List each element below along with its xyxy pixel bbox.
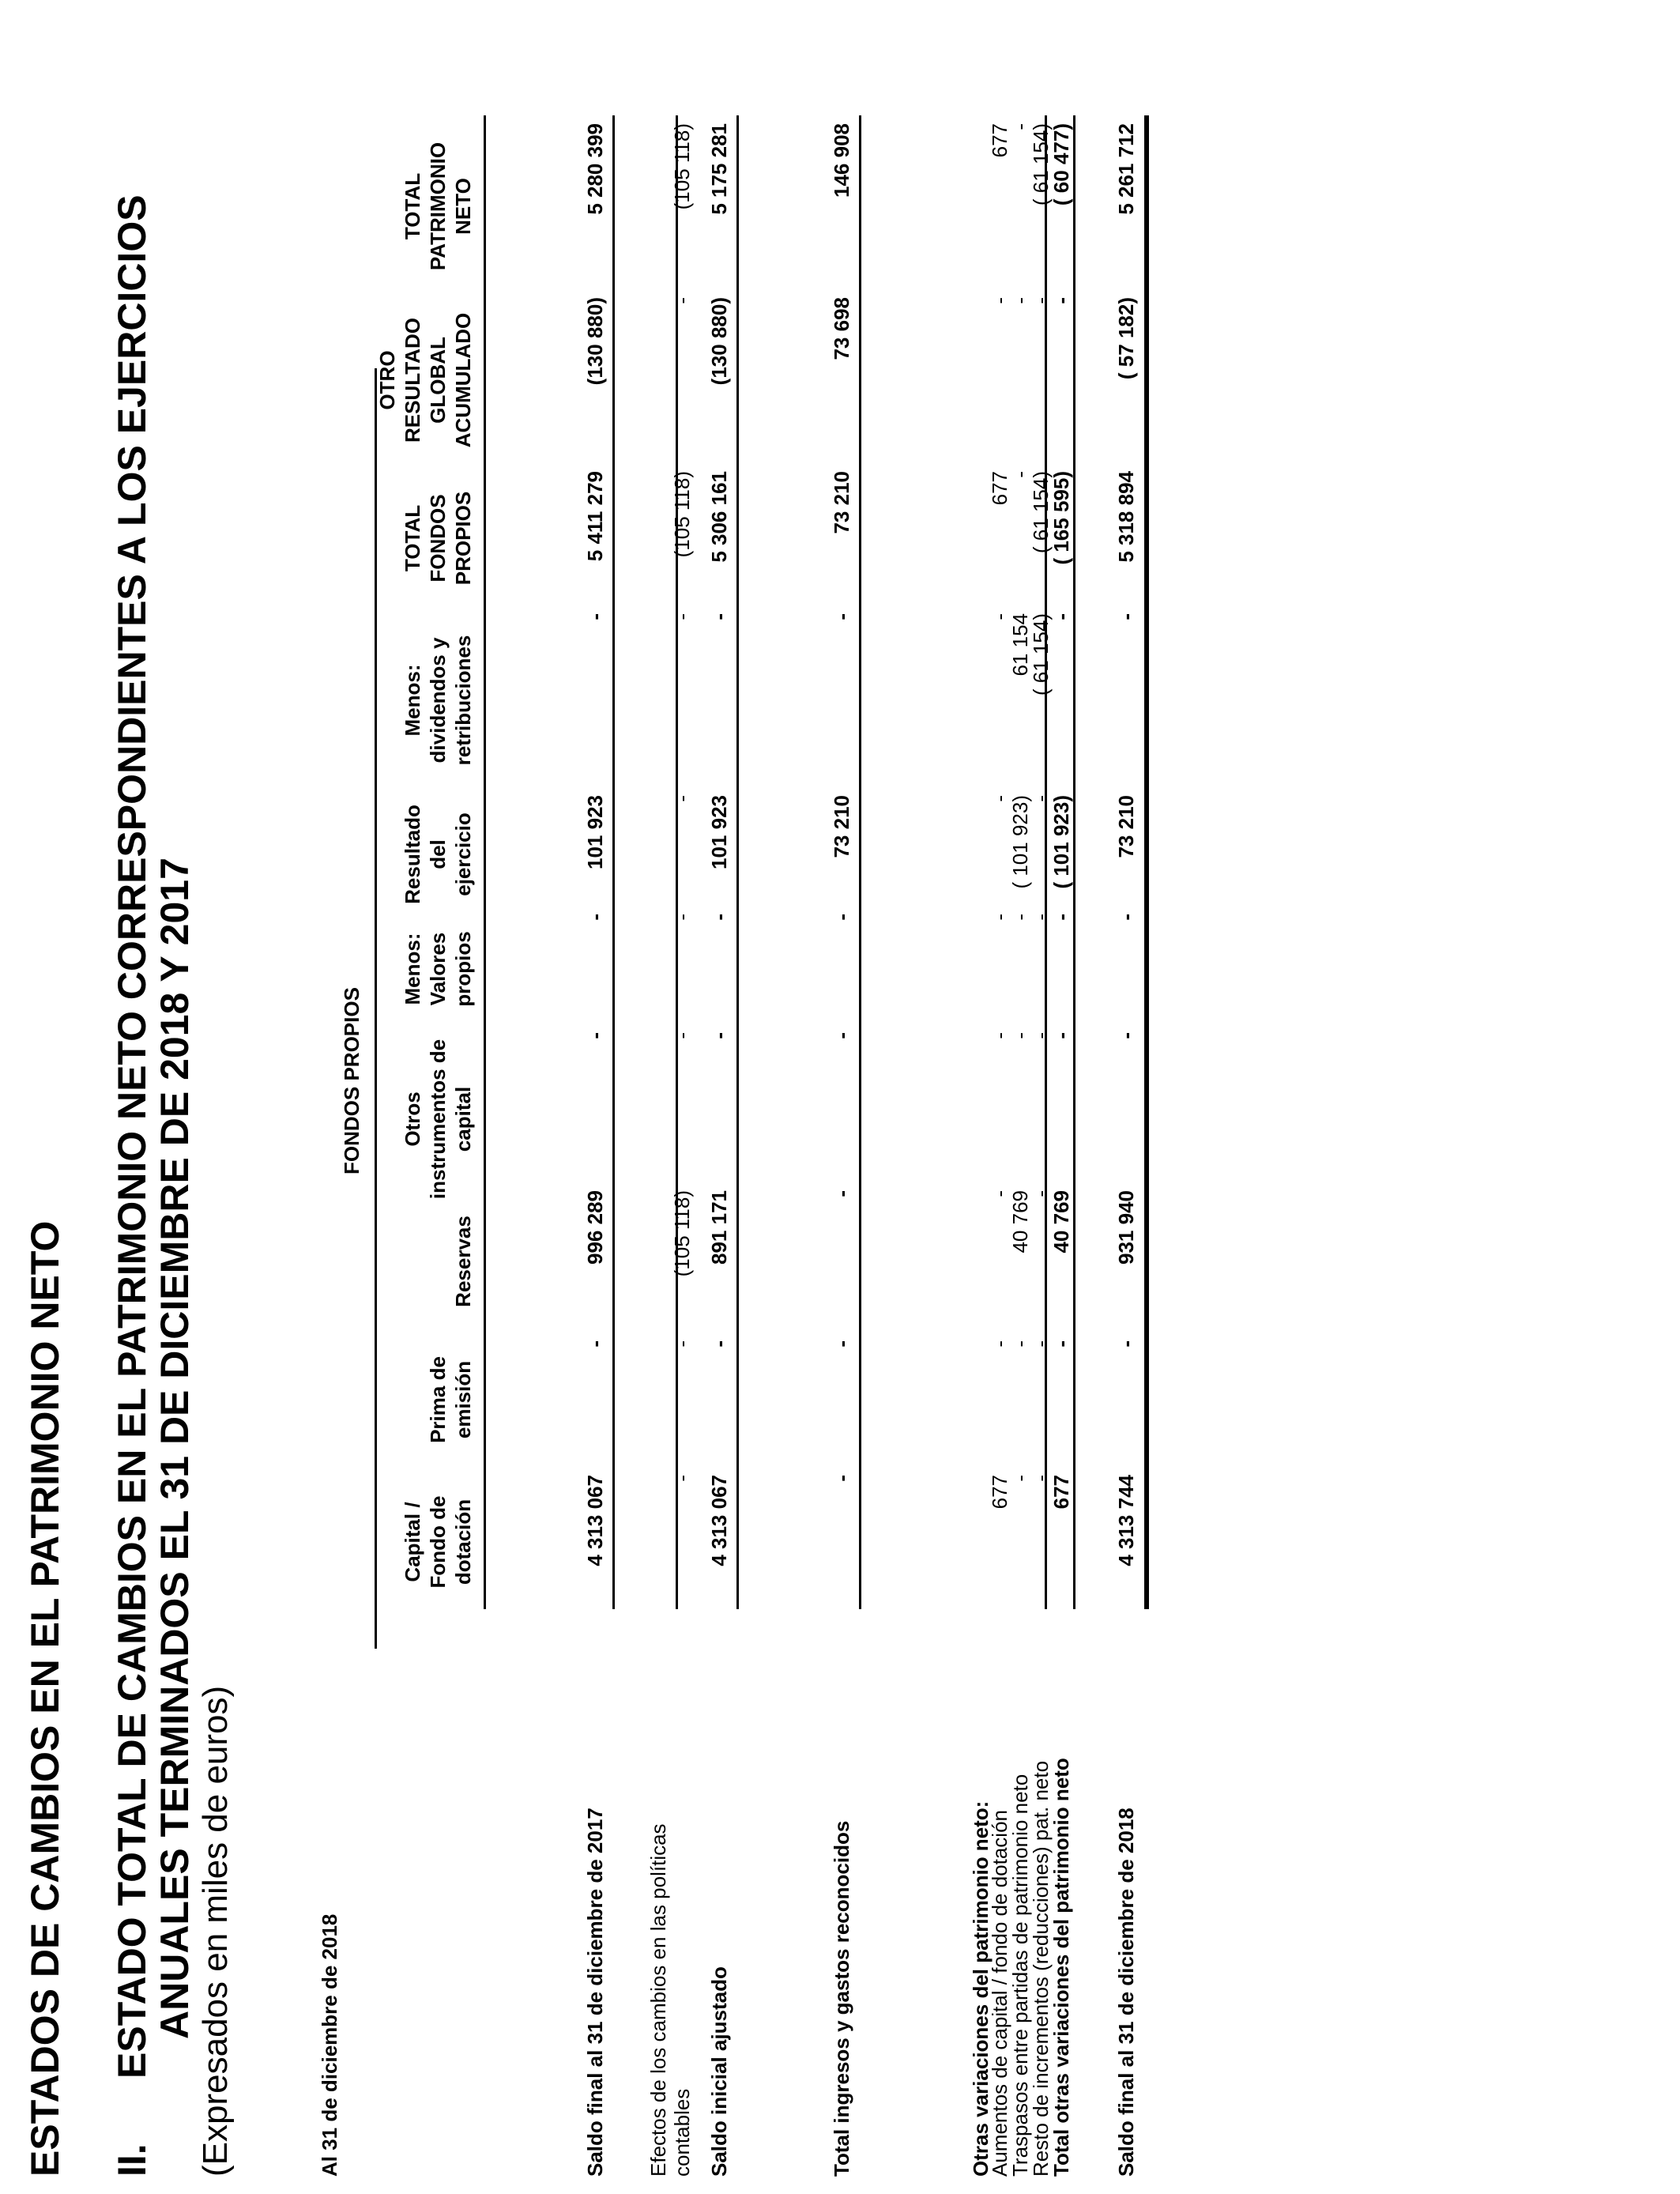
column-header-line: Resultado	[401, 805, 424, 904]
section-title-line2: ANUALES TERMINADOS EL 31 DE DICIEMBRE DE 2018 Y 2017	[153, 858, 197, 2039]
column-header-line: Otros	[401, 1091, 424, 1147]
table-cell: 677	[988, 123, 1011, 158]
column-header-line: ejercicio	[451, 812, 475, 896]
table-cell: -	[583, 1032, 607, 1039]
column-header-line: Fondo de	[426, 1495, 450, 1589]
table-cell: -	[1029, 795, 1053, 802]
row-label-continuation: contables	[670, 2088, 694, 2177]
row-label: Total otras variaciones del patrimonio neto	[1049, 1758, 1073, 2177]
column-header-line: capital	[451, 1086, 475, 1152]
table-cell: (105 118)	[670, 471, 694, 558]
table-cell: -	[988, 914, 1011, 921]
row-label: Resto de incrementos (reducciones) pat. neto	[1029, 1760, 1053, 2177]
table-cell: -	[707, 1340, 731, 1348]
column-header-line: emisión	[451, 1360, 475, 1439]
row-label: Total ingresos y gastos reconocidos	[830, 1820, 853, 2177]
column-header-line: Prima de	[426, 1356, 450, 1443]
column-header	[400, 471, 476, 605]
table-cell: 5 280 399	[583, 123, 607, 215]
table-cell: 677	[988, 471, 1011, 506]
table-cell: -	[988, 1340, 1011, 1348]
table-cell: -	[1049, 1340, 1073, 1348]
table-cell: 5 318 894	[1114, 471, 1138, 563]
column-header-line: OTRO	[375, 350, 399, 410]
column-header-line: NETO	[451, 178, 475, 235]
table-cell: 5 306 161	[707, 471, 731, 563]
table-cell: (105 118)	[670, 123, 694, 210]
row-label: Otras variaciones del patrimonio neto:	[969, 1800, 993, 2177]
table-cell: 101 923	[707, 795, 731, 869]
table-cell: -	[583, 613, 607, 620]
fondos-propios-rule	[375, 368, 377, 1649]
table-cell: ( 61 154)	[1029, 123, 1053, 206]
row-label: Saldo inicial ajustado	[707, 1966, 731, 2177]
table-cell: ( 61 154)	[1029, 471, 1053, 554]
row-label: Saldo final al 31 de diciembre de 2017	[583, 1808, 607, 2177]
table-cell: -	[830, 914, 853, 921]
table-cell: 146 908	[830, 123, 853, 198]
table-cell: -	[1008, 123, 1032, 130]
table-cell: 73 210	[830, 795, 853, 858]
table-cell: -	[1008, 297, 1032, 304]
table-cell: -	[670, 914, 694, 921]
column-header	[400, 914, 476, 1024]
table-cell: -	[1029, 914, 1053, 921]
column-header	[450, 1190, 476, 1333]
table-cell: -	[988, 297, 1011, 304]
table-cell: ( 57 182)	[1114, 297, 1138, 380]
column-header-line: propios	[451, 931, 475, 1007]
table-cell: (130 880)	[583, 297, 607, 386]
column-header-line: Reservas	[451, 1216, 475, 1307]
table-cell: ( 60 477)	[1049, 123, 1073, 206]
table-cell: 677	[1049, 1475, 1073, 1510]
table-cell: -	[1029, 1190, 1053, 1197]
table-cell: -	[1114, 1032, 1138, 1039]
table-cell: ( 165 595)	[1049, 471, 1073, 565]
table-cell: -	[1029, 1475, 1053, 1482]
row-rule	[1144, 115, 1149, 1609]
row-rule	[736, 115, 739, 1609]
table-cell: -	[707, 1032, 731, 1039]
column-header-line: Capital /	[401, 1502, 424, 1582]
table-cell: -	[988, 1190, 1011, 1197]
table-cell: -	[1008, 1032, 1032, 1039]
table-cell: -	[1114, 1340, 1138, 1348]
table-cell: -	[1049, 914, 1073, 921]
table-cell: 931 940	[1114, 1190, 1138, 1265]
table-cell: -	[830, 613, 853, 620]
table-cell: -	[670, 795, 694, 802]
column-header-line: retribuciones	[451, 635, 475, 766]
column-header-line: TOTAL	[401, 504, 424, 572]
column-header-line: GLOBAL	[426, 337, 450, 424]
table-cell: -	[670, 297, 694, 304]
table-cell: -	[988, 1032, 1011, 1039]
table-cell: 101 923	[583, 795, 607, 869]
table-cell: ( 61 154)	[1029, 613, 1053, 696]
row-rule	[612, 115, 615, 1609]
column-header	[400, 1032, 476, 1206]
row-label: Traspasos entre partidas de patrimonio neto	[1008, 1774, 1032, 2177]
table-cell: -	[1029, 1340, 1053, 1348]
table-cell: -	[1114, 914, 1138, 921]
row-rule	[859, 115, 861, 1609]
column-header	[375, 297, 476, 463]
column-header-line: del	[426, 839, 450, 869]
table-cell: -	[707, 613, 731, 620]
column-header-line: dividendos y	[426, 637, 450, 763]
table-cell: ( 101 923)	[1049, 795, 1073, 889]
column-header-line: TOTAL	[401, 172, 424, 240]
table-cell: -	[670, 1032, 694, 1039]
table-cell: -	[1029, 297, 1053, 304]
row-label: Efectos de los cambios en las políticas	[646, 1823, 670, 2177]
table-cell: 4 313 067	[707, 1475, 731, 1566]
column-header-line: instrumentos de	[426, 1039, 450, 1200]
column-header-line: FONDOS	[426, 494, 450, 582]
row-rule	[1045, 115, 1047, 1609]
column-header-line: dotación	[451, 1498, 475, 1585]
column-header-line: Menos:	[401, 933, 424, 1005]
row-label: Saldo final al 31 de diciembre de 2018	[1114, 1808, 1138, 2177]
table-cell: -	[988, 613, 1011, 620]
table-cell: -	[1049, 613, 1073, 620]
table-cell: -	[670, 1475, 694, 1482]
table-cell: 5 411 279	[583, 471, 607, 562]
column-header	[400, 1475, 476, 1609]
column-header	[400, 613, 476, 787]
row-rule	[676, 115, 678, 1609]
column-header-line: PROPIOS	[451, 491, 475, 586]
table-cell: -	[1049, 297, 1073, 304]
table-cell: 4 313 067	[583, 1475, 607, 1566]
table-cell: -	[830, 1475, 853, 1482]
column-header-line: ACUMULADO	[451, 312, 475, 448]
table-cell: 73 698	[830, 297, 853, 360]
table-cell: 677	[988, 1475, 1011, 1510]
table-cell: -	[830, 1190, 853, 1197]
table-cell: 891 171	[707, 1190, 731, 1265]
units-subtitle: (Expresados en miles de euros)	[196, 1685, 235, 2177]
table-cell: -	[1008, 1340, 1032, 1348]
table-cell: 4 313 744	[1114, 1475, 1138, 1566]
section-number: II.	[110, 2143, 154, 2177]
table-cell: -	[670, 613, 694, 620]
column-header-line: Valores	[426, 932, 450, 1006]
table-cell: 61 154	[1008, 613, 1032, 677]
table-cell: 996 289	[583, 1190, 607, 1265]
fondos-propios-header: FONDOS PROPIOS	[340, 987, 363, 1174]
column-header-line: Menos:	[401, 664, 424, 737]
page-title: ESTADOS DE CAMBIOS EN EL PATRIMONIO NETO	[23, 1220, 67, 2177]
table-cell: -	[1029, 1032, 1053, 1039]
date-label: Al 31 de diciembre de 2018	[318, 1913, 341, 2177]
column-header	[400, 123, 476, 289]
table-cell: -	[583, 1340, 607, 1348]
table-cell: -	[1008, 914, 1032, 921]
table-cell: -	[830, 1340, 853, 1348]
table-cell: -	[1049, 1032, 1073, 1039]
row-rule	[1073, 115, 1075, 1609]
table-cell: (130 880)	[707, 297, 731, 386]
table-cell: -	[988, 795, 1011, 802]
column-header-line: RESULTADO	[401, 318, 424, 443]
table-cell: -	[1008, 471, 1032, 478]
table-cell: ( 101 923)	[1008, 795, 1032, 889]
column-header	[400, 795, 476, 914]
table-cell: 5 175 281	[707, 123, 731, 215]
table-cell: -	[830, 1032, 853, 1039]
table-cell: -	[583, 914, 607, 921]
table-cell: -	[1114, 613, 1138, 620]
column-header-line: PATRIMONIO	[426, 141, 450, 271]
table-cell: -	[670, 1340, 694, 1348]
table-cell: 5 261 712	[1114, 123, 1138, 215]
section-title-line1: ESTADO TOTAL DE CAMBIOS EN EL PATRIMONIO NETO CORRESPONDIENTES A LOS EJERCICIOS	[110, 194, 154, 2079]
table-cell: 40 769	[1008, 1190, 1032, 1253]
table-cell: -	[1008, 1475, 1032, 1482]
table-cell: 73 210	[1114, 795, 1138, 858]
table-cell: 40 769	[1049, 1190, 1073, 1253]
header-underline	[484, 115, 486, 1609]
table-cell: 73 210	[830, 471, 853, 534]
column-header	[425, 1340, 476, 1459]
row-label: Aumentos de capital / fondo de dotación	[988, 1810, 1011, 2177]
table-cell: (105 118)	[670, 1190, 694, 1277]
table-cell: -	[707, 914, 731, 921]
